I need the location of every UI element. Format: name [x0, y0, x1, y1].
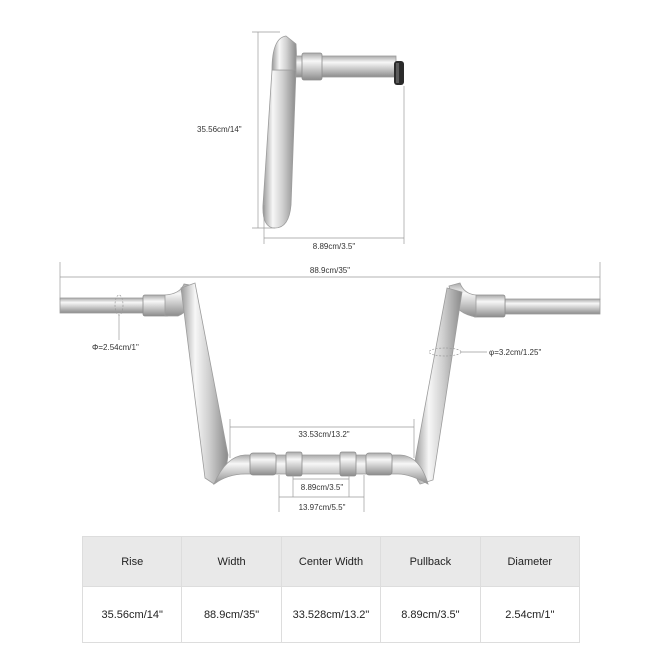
- center-diameter-label: φ=3.2cm/1.25": [489, 348, 542, 357]
- spec-value-pullback: 8.89cm/3.5": [381, 587, 480, 643]
- spec-value-rise: 35.56cm/14": [83, 587, 182, 643]
- clamp-width-label: 13.97cm/5.5": [298, 503, 346, 512]
- spec-value-width: 88.9cm/35": [182, 587, 281, 643]
- spec-header-rise: Rise: [83, 537, 182, 587]
- handlebar-side-view: [263, 36, 404, 228]
- spec-value-row: [83, 587, 580, 643]
- spec-header-width: Width: [182, 537, 281, 587]
- center-width-label: 33.53cm/13.2": [298, 430, 350, 439]
- spec-header-center-width: Center Width: [281, 537, 380, 587]
- spec-value-center-width: 33.528cm/13.2": [281, 587, 380, 643]
- spec-header-row: [83, 537, 580, 587]
- width-label: 88.9cm/35": [309, 266, 351, 275]
- pullback-label: 8.89cm/3.5": [312, 242, 356, 251]
- spec-value-diameter: 2.54cm/1": [480, 587, 579, 643]
- knurl-width-label: 8.89cm/3.5": [300, 483, 344, 492]
- spec-header-pullback: Pullback: [381, 537, 480, 587]
- handlebar-front-view: [60, 283, 600, 484]
- spec-header-diameter: Diameter: [480, 537, 579, 587]
- spec-table: [82, 536, 580, 643]
- end-diameter-label: Φ=2.54cm/1": [92, 343, 139, 352]
- rise-label: 35.56cm/14": [197, 125, 242, 134]
